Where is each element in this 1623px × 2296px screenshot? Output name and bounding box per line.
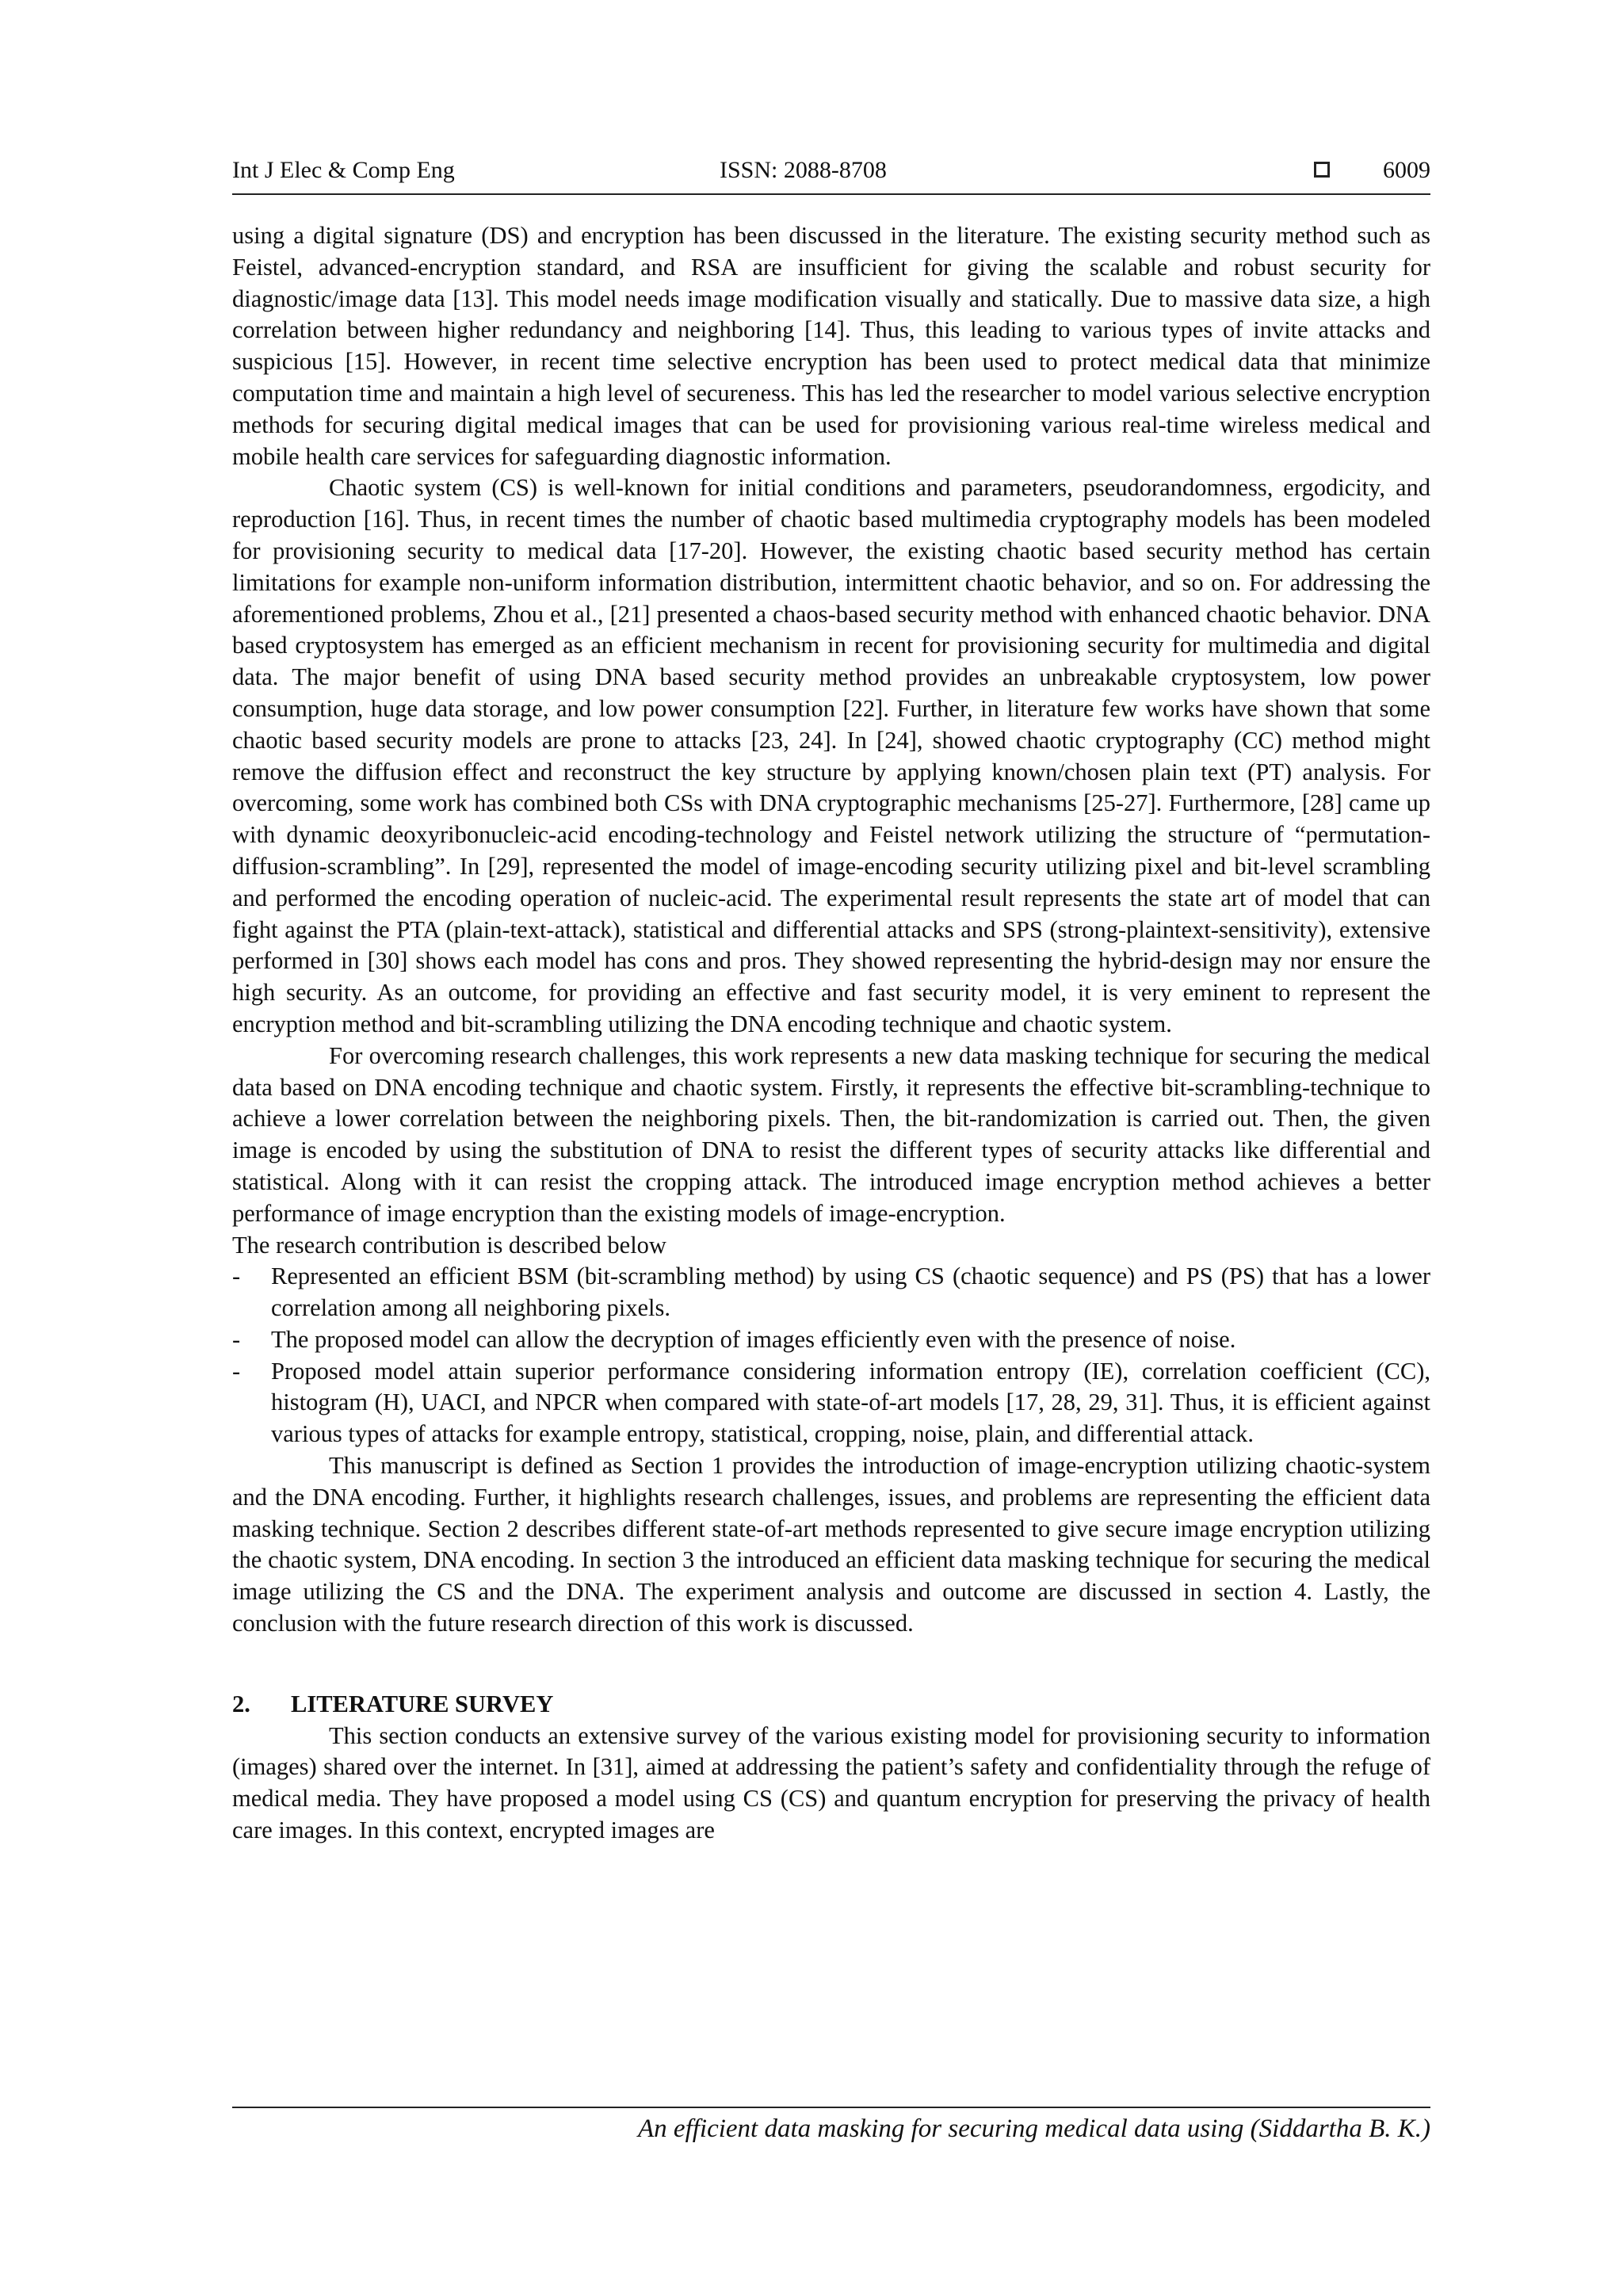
contribution-intro: The research contribution is described below bbox=[232, 1231, 666, 1259]
paragraph: This section conducts an extensive survey of the various existing model for provisioning security to information (images) shared over the internet. In [31], aimed at addressing the patient’s safety and confidentiality through the refuge of medical media. They have proposed a model using CS (CS) and quantum encryption for preserving the privacy of health care images. In this context, encrypted images are bbox=[232, 1721, 1430, 1844]
running-title: An efficient data masking for securing medical data using (Siddartha B. K.) bbox=[638, 2115, 1430, 2143]
issn: ISSN: 2088-8708 bbox=[720, 157, 887, 183]
square-icon bbox=[1314, 162, 1330, 178]
contribution-list bbox=[232, 1261, 1430, 1450]
paragraph: For overcoming research challenges, this work represents a new data masking technique for securing the medical data based on DNA encoding technique and chaotic system. Firstly, it represents the effective bit-scrambling-technique to achieve a lower correlation between the neighboring pixels. Then, the bit-randomization is carried out. Then, the given image is encoded by using the substitution of DNA to resist the different types of security attacks like differential and statistical. Along with it can resist the cropping attack. The introduced image encryption method achieves a better performance of image encryption than the existing models of image-encryption. bbox=[232, 1041, 1430, 1227]
list-item-text: The proposed model can allow the decryption of images efficiently even with the presence of noise. bbox=[271, 1325, 1236, 1353]
list-item-text: Represented an efficient BSM (bit-scrambling method) by using CS (chaotic sequence) and PS (PS) that has a lower correlation among all neighboring pixels. bbox=[271, 1263, 1430, 1322]
bullet-marker: - bbox=[232, 1263, 241, 1290]
section-title: LITERATURE SURVEY bbox=[291, 1690, 554, 1717]
paragraph: using a digital signature (DS) and encryption has been discussed in the literature. The existing security method such as Feistel, advanced-encryption standard, and RSA are insufficient for giving the scalable and robust security for diagnostic/image data [13]. This model needs image modification visually and statically. Due to massive data size, a high correlation between higher redundancy and neighboring [14]. Thus, this leading to various types of invite attacks and suspicious [15]. However, in recent time selective encryption has been used to protect medical data that minimize computation time and maintain a high level of secureness. This has led the researcher to model various selective encryption methods for securing digital medical images that can be used for provisioning various real-time wireless medical and mobile health care services for safeguarding diagnostic information. bbox=[232, 222, 1430, 470]
list-item bbox=[232, 1324, 1430, 1356]
section-number: 2. bbox=[232, 1690, 250, 1717]
list-item bbox=[232, 1261, 1430, 1324]
bullet-marker: - bbox=[232, 1325, 241, 1353]
paragraph: This manuscript is defined as Section 1 provides the introduction of image-encryption utilizing chaotic-system and the DNA encoding. Further, it highlights research challenges, issues, and problems are representing the efficient data masking technique. Section 2 describes different state-of-art methods represented to give secure image encryption utilizing the chaotic system, DNA encoding. In section 3 the introduced an efficient data masking technique for securing the medical image utilizing the CS and the DNA. The experiment analysis and outcome are discussed in section 4. Lastly, the conclusion with the future research direction of this work is discussed. bbox=[232, 1452, 1430, 1637]
body-text bbox=[232, 220, 1430, 1847]
section-heading bbox=[232, 1689, 1430, 1721]
list-item bbox=[232, 1356, 1430, 1450]
list-item-text: Proposed model attain superior performance considering information entropy (IE), correlation coefficient (CC), histogram (H), UACI, and NPCR when compared with state-of-art models [17, 28, 29, 31]. Thus, it is efficient against various types of attacks for example entropy, statistical, cropping, noise, plain, and differential attack. bbox=[271, 1357, 1430, 1448]
page-number: 6009 bbox=[1383, 157, 1430, 183]
paragraph: Chaotic system (CS) is well-known for initial conditions and parameters, pseudorandomness, ergodicity, and reproduction [16]. Thus, in recent times the number of chaotic based multimedia cryptography models has been modeled for provisioning security to medical data [17-20]. However, the existing chaotic based security method has certain limitations for example non-uniform information distribution, intermittent chaotic behavior, and so on. For addressing the aforementioned problems, Zhou et al., [21] presented a chaos-based security method with enhanced chaotic behavior. DNA based cryptosystem has emerged as an efficient mechanism in recent for provisioning security for multimedia and digital data. The major benefit of using DNA based security method provides an unbreakable cryptosystem, low power consumption, huge data storage, and low power consumption [22]. Further, in literature few works have shown that some chaotic based security models are prone to attacks [23, 24]. In [24], showed chaotic cryptography (CC) method might remove the diffusion effect and reconstruct the key structure by applying known/chosen plain text (PT) analysis. For overcoming, some work has combined both CSs with DNA cryptographic mechanisms [25-27]. Furthermore, [28] came up with dynamic deoxyribonucleic-acid encoding-technology and Feistel network utilizing the structure of “permutation-diffusion-scrambling”. In [29], represented the model of image-encoding security utilizing pixel and bit-level scrambling and performed the encoding operation of nucleic-acid. The experimental result represents the state art of model that can fight against the PTA (plain-text-attack), statistical and differential attacks and SPS (strong-plaintext-sensitivity), extensive performed in [30] shows each model has cons and pros. They showed representing the hybrid-design may nor ensure the high security. As an outcome, for providing an effective and fast security model, it is very eminent to represent the encryption method and bit-scrambling utilizing the DNA encoding technique and chaotic system. bbox=[232, 474, 1430, 1037]
bullet-marker: - bbox=[232, 1357, 241, 1385]
page-footer bbox=[232, 2107, 1430, 2143]
page-header bbox=[232, 152, 1430, 195]
journal-name: Int J Elec & Comp Eng bbox=[232, 157, 455, 183]
